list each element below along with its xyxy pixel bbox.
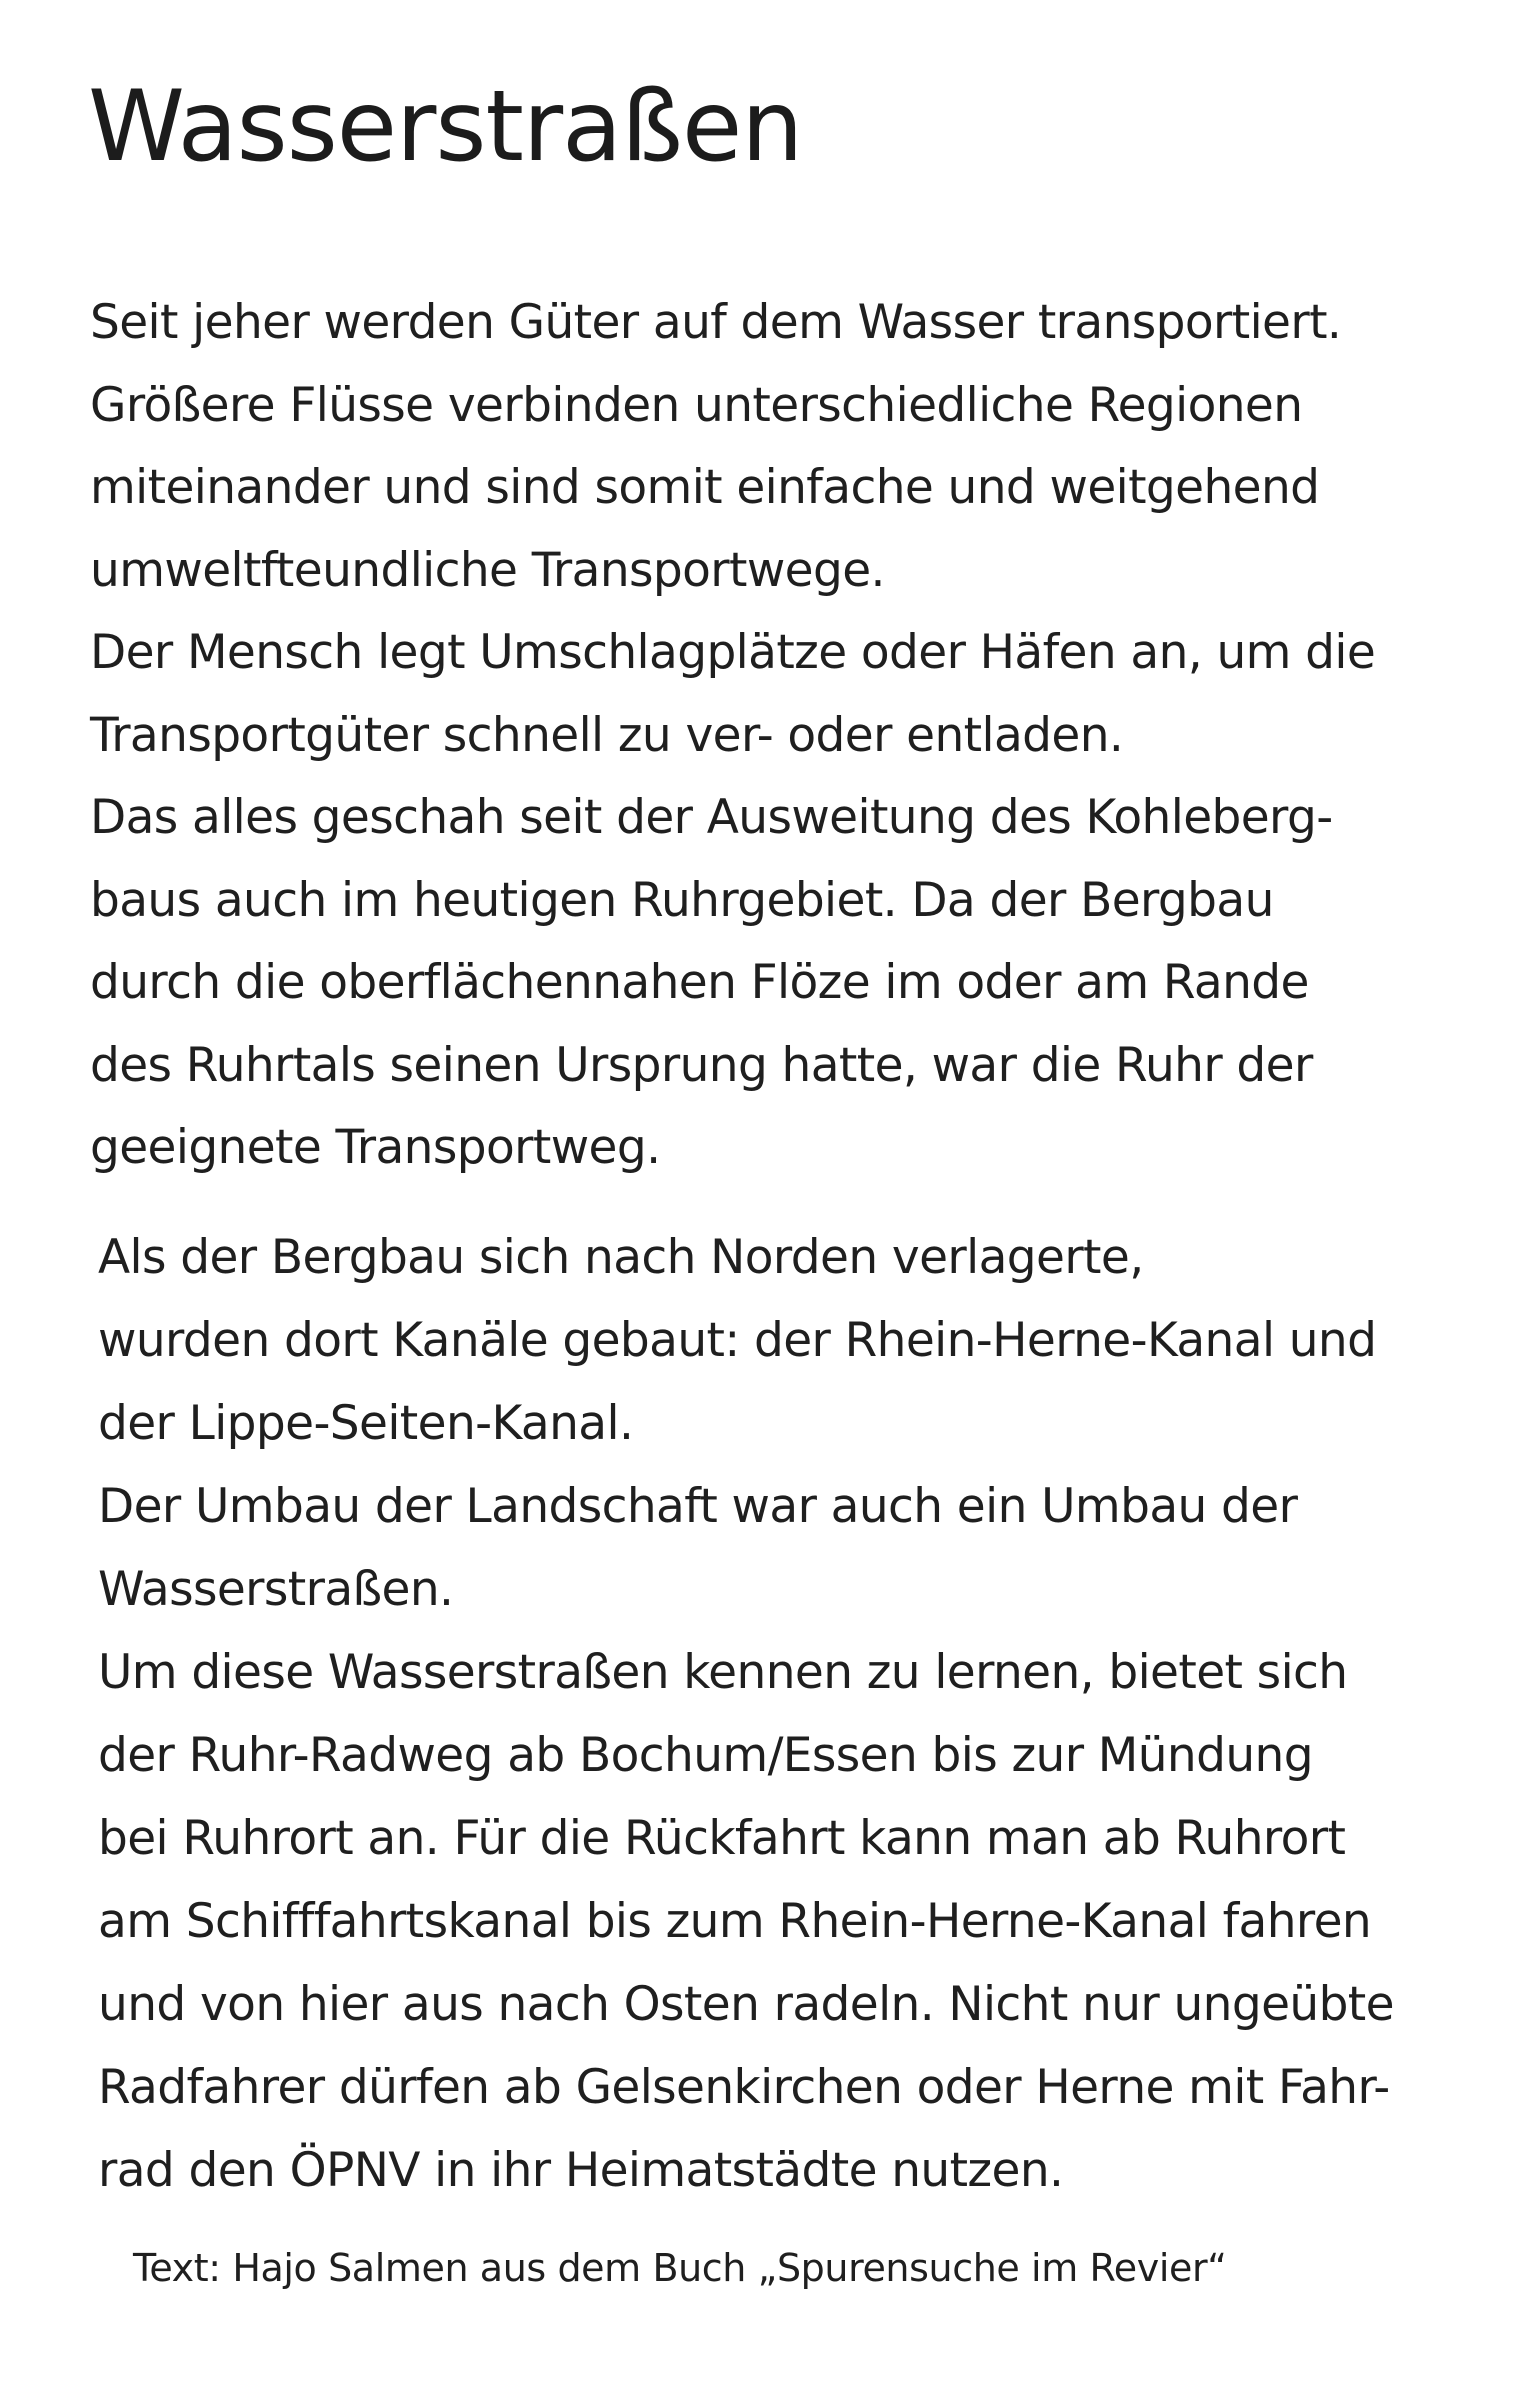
paragraph-canals (98, 1216, 1394, 2212)
text-line: der Ruhr-Radweg ab Bochum/Essen bis zur Mündung (98, 1728, 1313, 1783)
text-line: geeignete Transportweg. (90, 1120, 661, 1175)
text-line: Wasserstraßen. (98, 1562, 454, 1617)
page-title: Wasserstraßen (88, 70, 803, 184)
text-line: rad den ÖPNV in ihr Heimatstädte nutzen. (98, 2143, 1064, 2198)
text-line: Das alles geschah seit der Ausweitung des Kohleberg- (90, 790, 1333, 845)
source-credit: Text: Hajo Salmen aus dem Buch „Spurensuche im Revier“ (133, 2246, 1227, 2290)
text-line: des Ruhrtals seinen Ursprung hatte, war die Ruhr der (90, 1037, 1313, 1093)
text-line: Seit jeher werden Güter auf dem Wasser transportiert. (90, 295, 1342, 350)
text-line: und von hier aus nach Osten radeln. Nicht nur ungeübte (98, 1977, 1394, 2032)
text-line: wurden dort Kanäle gebaut: der Rhein-Herne-Kanal und (98, 1313, 1377, 1368)
text-line: Der Umbau der Landschaft war auch ein Umbau der (98, 1479, 1298, 1534)
text-line: baus auch im heutigen Ruhrgebiet. Da der Bergbau (90, 872, 1274, 928)
text-line: miteinander und sind somit einfache und weitgehend (90, 460, 1320, 515)
text-line: Als der Bergbau sich nach Norden verlagerte, (98, 1230, 1144, 1285)
text-line: am Schifffahrtskanal bis zum Rhein-Herne-Kanal fahren (98, 1894, 1372, 1949)
text-line: Transportgüter schnell zu ver- oder entladen. (90, 707, 1124, 763)
text-line: durch die oberflächennahen Flöze im oder am Rande (90, 955, 1309, 1010)
text-line: Größere Flüsse verbinden unterschiedliche Regionen (90, 377, 1303, 433)
text-line: Der Mensch legt Umschlagplätze oder Häfen an, um die (90, 625, 1376, 680)
text-line: umweltfteundliche Transportwege. (90, 542, 885, 598)
paragraph-intro (90, 282, 1375, 1190)
text-line: bei Ruhrort an. Für die Rückfahrt kann man ab Ruhrort (98, 1811, 1346, 1866)
text-line: der Lippe-Seiten-Kanal. (98, 1396, 634, 1451)
text-line: Radfahrer dürfen ab Gelsenkirchen oder Herne mit Fahr- (98, 2060, 1390, 2115)
text-line: Um diese Wasserstraßen kennen zu lernen, bietet sich (98, 1645, 1348, 1700)
